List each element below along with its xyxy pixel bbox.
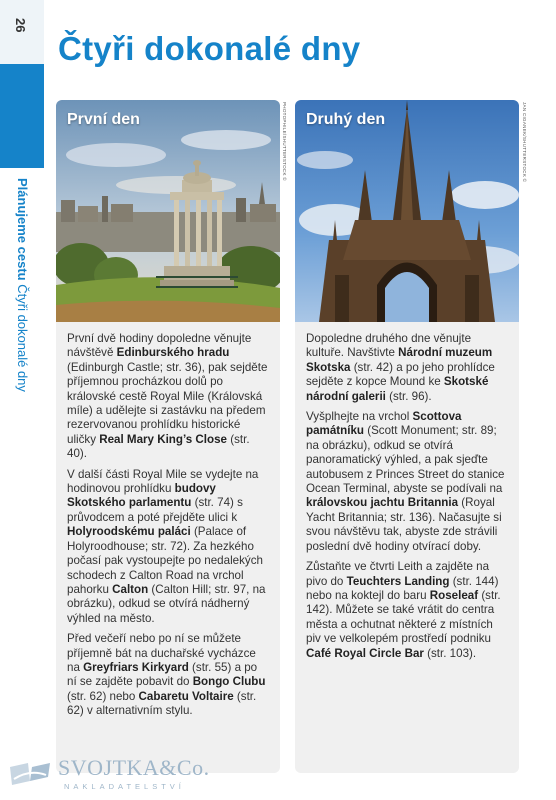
place-name: Real Mary King’s Close [99,432,228,446]
text-run: (str. 55) a po ní se zajděte pobavit do [67,660,258,689]
publisher-logo [8,755,210,795]
text-run: (Royal Yacht Britannia; str. 136). Načasujte si svou návštěvu tak, abyste zde strávili poslední dvě hodiny otvírací doby. [306,496,502,553]
page-title: Čtyři dokonalé dny [58,30,361,67]
text-run: Zůstaňte ve čtvrti Leith a zajděte na pivo do [306,560,490,588]
text-run: (str. 142). Můžete se také vrátit do centra města a ochutnat některé z místních piv ve velkolepém prostředí podniku [306,588,501,646]
place-name: Greyfriars Kirkyard [83,660,189,674]
paragraph [67,468,270,626]
place-name: Cabaretu Voltaire [138,689,234,703]
text-run: (Edinburgh Castle; str. 36), pak sejděte příjemnou procházkou dolů po královské cestě Royal Mile (Královská míle) a udělejte si zastávku na předem rezervovanou prohlídku historické uličky [67,360,268,446]
day-card-1 [56,100,280,773]
photo-credit: PHOTOPHILE/SHUTTERSTOCK © [282,102,287,181]
text-run: (str. 103). [423,646,477,660]
day-label: Druhý den [306,111,386,128]
place-name: Calton [112,582,149,596]
publisher-name: SVOJTKA&Co. [58,755,210,780]
calton-hill-photo [56,100,280,322]
text-run: (str. 42) a po jeho prohlídce sejděte z kopce Mound ke [306,360,495,389]
day-label: První den [67,111,140,128]
text-run: (str. 96). [385,389,432,403]
place-name: Skotské národní galerii [306,375,489,403]
place-name: Café Royal Circle Bar [306,646,424,660]
scott-monument-photo [295,100,519,322]
text-run: (str. 62) nebo [67,689,139,703]
paragraph [67,332,270,462]
page-number: 26 [13,18,28,33]
text-run: (str. 40). [67,432,250,461]
place-name: budovy Skotského parlamentu [67,482,216,510]
place-name: Edinburského hradu [116,346,230,360]
text-run: První dvě hodiny dopoledne věnujte návštěvě [67,332,252,360]
place-name: královskou jachtu Britannia [306,496,459,510]
book-icon [8,759,52,787]
text-run: V další části Royal Mile se vydejte na hodinovou prohlídku [67,467,259,496]
place-name: Holyroodskému paláci [67,525,191,539]
place-name: Roseleaf [429,588,479,602]
text-run: (str. 74) s průvodcem a poté přejděte ulici k [67,496,243,524]
paragraph [67,632,270,718]
place-name: Teuchters Landing [346,574,450,588]
paragraph [306,410,509,554]
sidebar [0,0,44,800]
text-run: Před večeří nebo po ní se můžete příjemně bát na duchařské vycházce na [67,632,256,674]
scott-monument-illustration [295,100,519,322]
place-name: Národní muzeum Skotska [306,346,493,374]
place-name: Scottova památníku [306,410,462,438]
text-run: (str. 62) v alternativním stylu. [67,689,257,718]
place-name: Bongo Clubu [192,675,266,689]
photo-credit: JAN CIGANEK/SHUTTERSTOCK © [522,102,527,183]
chapter-tab [0,64,44,168]
day-card-2 [295,100,519,773]
text-run: (Palace of Holyroodhouse; str. 72). Za hezkého počasí pak vystoupejte po nedalekých schodech z Calton Road na vrchol pahorku [67,525,263,596]
running-header-chapter: Čtyři dokonalé dny [15,284,30,392]
card-text [295,322,519,661]
text-run: (Scott Monument; str. 89; na obrázku), odkud se otvírá panoramatický výhled, a pak sjeďte autobusem z Princes Street do stanice Ocean Terminal, abyste se podívali na [306,424,505,496]
publisher-subtitle: NAKLADATELSTVÍ [64,782,185,791]
calton-hill-illustration [56,100,280,322]
text-run: (Calton Hill; str. 97, na obrázku), odkud se otvírá nádherný výhled na město. [67,582,266,625]
running-header-section: Plánujeme cestu [15,178,30,281]
page-number-box [0,0,44,64]
paragraph [306,332,509,404]
text-run: Vyšplhejte na vrchol [306,410,413,424]
card-text [56,322,280,719]
text-run: Dopoledne druhého dne věnujte kultuře. Navštivte [306,332,472,360]
text-run: (str. 144) nebo na koktejl do baru [306,574,499,602]
paragraph [306,560,509,661]
running-header [15,178,30,392]
